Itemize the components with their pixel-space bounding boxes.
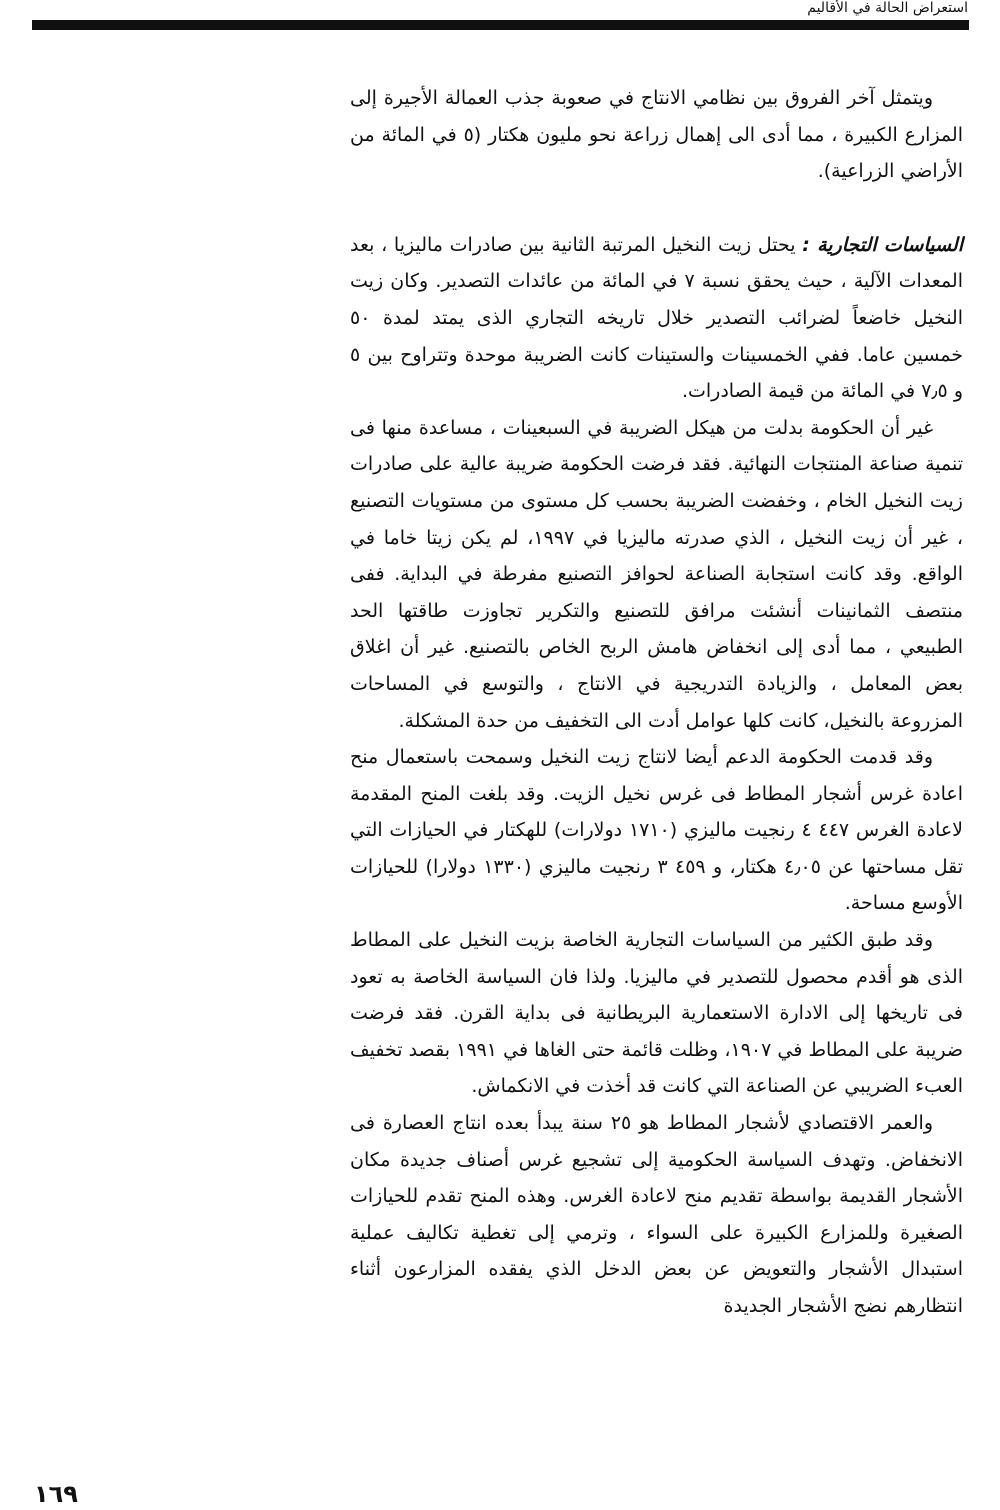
paragraph-3: غير أن الحكومة بدلت من هيكل الضريبة في السبعينات ، مساعدة منها فى تنمية صناعة المنتجات النهائية. فقد فرضت الحكومة ضريبة عالية على صادرات زيت النخيل الخام ، وخفضت الضريبة بحسب كل مستوى من مستويات التصنيع ، غير أن زيت النخيل ، الذي صدرته ماليزيا في ١٩٩٧، لم يكن زيتا خاما في الواقع. وقد كانت استجابة الصناعة لحوافز التصنيع مفرطة في البداية. ففى منتصف الثمانينات أنشئت مرافق للتصنيع والتكرير تجاوزت طاقتها الحد الطبيعي ، مما أدى إلى انخفاض هامش الربح الخاص بالتصنيع. غير أن اغلاق بعض المعامل ، والزيادة التدريجية في الانتاج ، والتوسع في المساحات المزروعة بالنخيل، كانت كلها عوامل أدت الى التخفيف من حدة المشكلة. [350,416,963,732]
paragraph-gap [350,190,963,227]
paragraph-6: والعمر الاقتصادي لأشجار المطاط هو ٢٥ سنة يبدأ بعده انتاج العصارة فى الانخفاض. وتهدف السياسة الحكومية إلى تشجيع غرس أصناف جديدة مكان الأشجار القديمة بواسطة تقديم منح لاعادة الغرس. وهذه المنح تقدم للحيازات الصغيرة وللمزارع الكبيرة على السواء ، وترمي إلى تغطية تكاليف عملية استبدال الأشجار والتعويض عن بعض الدخل الذي يفقده المزارعون أثناء انتظارهم نضج الأشجار الجديدة [350,1112,963,1317]
paragraph-2 [350,227,963,410]
header-rule [32,20,969,30]
paragraph-1: ويتمثل آخر الفروق بين نظامي الانتاج في صعوبة جذب العمالة الأجيرة إلى المزارع الكبيرة ، مما أدى الى إهمال زراعة نحو مليون هكتار (٥ في المائة من الأراضي الزراعية). [350,87,963,183]
page-number: ١٦٩ [34,1480,78,1508]
paragraph-5: وقد طبق الكثير من السياسات التجارية الخاصة بزيت النخيل على المطاط الذى هو أقدم محصول للتصدير في ماليزيا. ولذا فان السياسة الخاصة به تعود فى تاريخها إلى الادارة الاستعمارية البريطانية فى بداية القرن. فقد فرضت ضريبة على المطاط في ١٩٠٧، وظلت قائمة حتى الغاها في ١٩٩١ بقصد تخفيف العبء الضريبي عن الصناعة التي كانت قد أخذت في الانكماش. [350,929,963,1098]
section-lead-term: السياسات التجارية : [802,233,963,256]
paragraph-2-text: يحتل زيت النخيل المرتبة الثانية بين صادرات ماليزيا ، بعد المعدات الآلية ، حيث يحقق نسبة ٧ في المائة من عائدات التصدير. وكان زيت النخيل خاضعاً لضرائب التصدير خلال تاريخه التجاري الذى يمتد لمدة ٥٠ خمسين عاما. ففي الخمسينات والستينات كانت الضريبة موحدة وتتراوح بين ٥ و ٧٫٥ في المائة من قيمة الصادرات. [350,233,963,403]
paragraph-4: وقد قدمت الحكومة الدعم أيضا لانتاج زيت النخيل وسمحت باستعمال منح اعادة غرس أشجار المطاط فى غرس نخيل الزيت. وقد بلغت المنح المقدمة لاعادة الغرس ٤٤٧ ٤ رنجيت ماليزي (١٧١٠ دولارات) للهكتار في الحيازات التي تقل مساحتها عن ٤٫٠٥ هكتار، و ٤٥٩ ٣ رنجيت ماليزي (١٣٣٠ دولارا) للحيازات الأوسع مساحة. [350,746,963,915]
body-text [350,80,963,1325]
running-header: استعراض الحالة في الأقاليم [807,0,968,16]
